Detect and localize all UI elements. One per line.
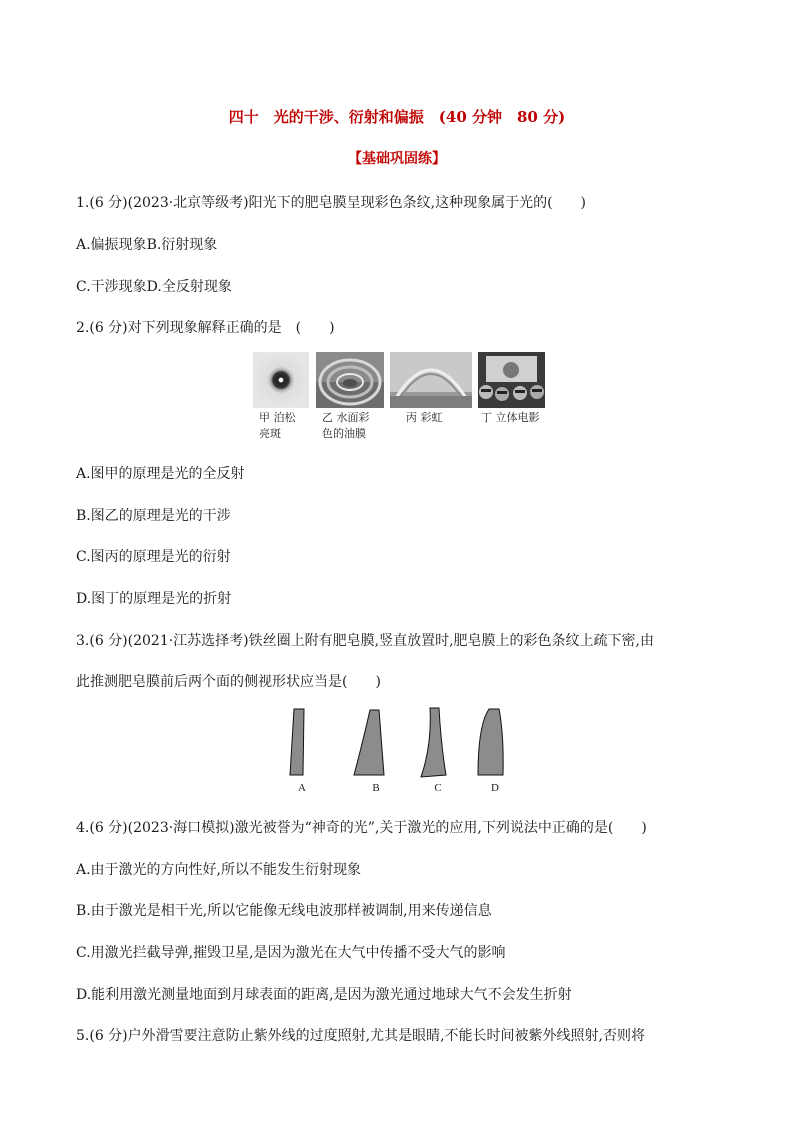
q2-option-c[interactable]: C.图丙的原理是光的衍射: [76, 549, 231, 565]
shape-c: [421, 708, 446, 777]
poisson-spot-photo: [253, 352, 309, 408]
oil-film-photo: [316, 352, 384, 408]
rainbow-photo: [390, 352, 472, 408]
q1-option-d[interactable]: D.全反射现象: [146, 279, 232, 295]
q1-option-a[interactable]: A.偏振现象: [76, 237, 147, 253]
caption-jia: 甲 泊松 亮斑: [259, 411, 296, 440]
label-b: B: [372, 782, 380, 794]
q1-option-c[interactable]: C.干涉现象: [76, 279, 147, 295]
q4-option-c[interactable]: C.用激光拦截导弹,摧毁卫星,是因为激光在大气中传播不受大气的影响: [76, 945, 506, 961]
q1-option-b[interactable]: B.衍射现象: [146, 237, 218, 253]
q2-option-a[interactable]: A.图甲的原理是光的全反射: [76, 466, 245, 482]
q2-option-d[interactable]: D.图丁的原理是光的折射: [76, 591, 232, 607]
shape-b: [354, 710, 384, 775]
q3-stem-line2: 此推测肥皂膜前后两个面的侧视形状应当是( ): [76, 674, 381, 690]
q1-options-row1: [76, 234, 217, 254]
q1-options-row2: [76, 276, 232, 296]
worksheet-title: 四十 光的干涉、衍射和偏振 (40 分钟 80 分): [228, 108, 566, 126]
q2-photo-figure: [253, 352, 545, 444]
3d-movie-photo: [478, 352, 545, 408]
q4-option-b[interactable]: B.由于激光是相干光,所以它能像无线电波那样被调制,用来传递信息: [76, 903, 492, 919]
q1-stem: 1.(6 分)(2023·北京等级考)阳光下的肥皂膜呈现彩色条纹,这种现象属于光的( ): [76, 195, 587, 211]
caption-yi: 乙 水面彩 色的油膜: [322, 411, 370, 440]
shape-a: [290, 709, 304, 775]
q4-option-a[interactable]: A.由于激光的方向性好,所以不能发生衍射现象: [76, 862, 362, 878]
caption-bing: 丙 彩虹: [406, 411, 443, 424]
q3-stem-line1: 3.(6 分)(2021·江苏选择考)铁丝圈上附有肥皂膜,竖直放置时,肥皂膜上的彩色条纹上疏下密,由: [76, 633, 654, 649]
q2-option-b[interactable]: B.图乙的原理是光的干涉: [76, 508, 231, 524]
shape-d: [478, 709, 503, 775]
q3-shape-figure: [280, 705, 520, 801]
q5-stem: 5.(6 分)户外滑雪要注意防止紫外线的过度照射,尤其是眼睛,不能长时间被紫外线照射,否则将: [76, 1028, 645, 1044]
q2-stem: 2.(6 分)对下列现象解释正确的是 ( ): [76, 320, 335, 336]
q4-option-d[interactable]: D.能利用激光测量地面到月球表面的距离,是因为激光通过地球大气不会发生折射: [76, 987, 572, 1003]
q4-stem: 4.(6 分)(2023·海口模拟)激光被誉为“神奇的光”,关于激光的应用,下列说法中正确的是( ): [76, 820, 647, 836]
label-a: A: [298, 782, 306, 794]
label-c: C: [434, 782, 442, 794]
caption-ding: 丁 立体电影: [481, 411, 540, 424]
section-heading: 【基础巩固练】: [348, 151, 446, 167]
label-d: D: [491, 782, 499, 794]
